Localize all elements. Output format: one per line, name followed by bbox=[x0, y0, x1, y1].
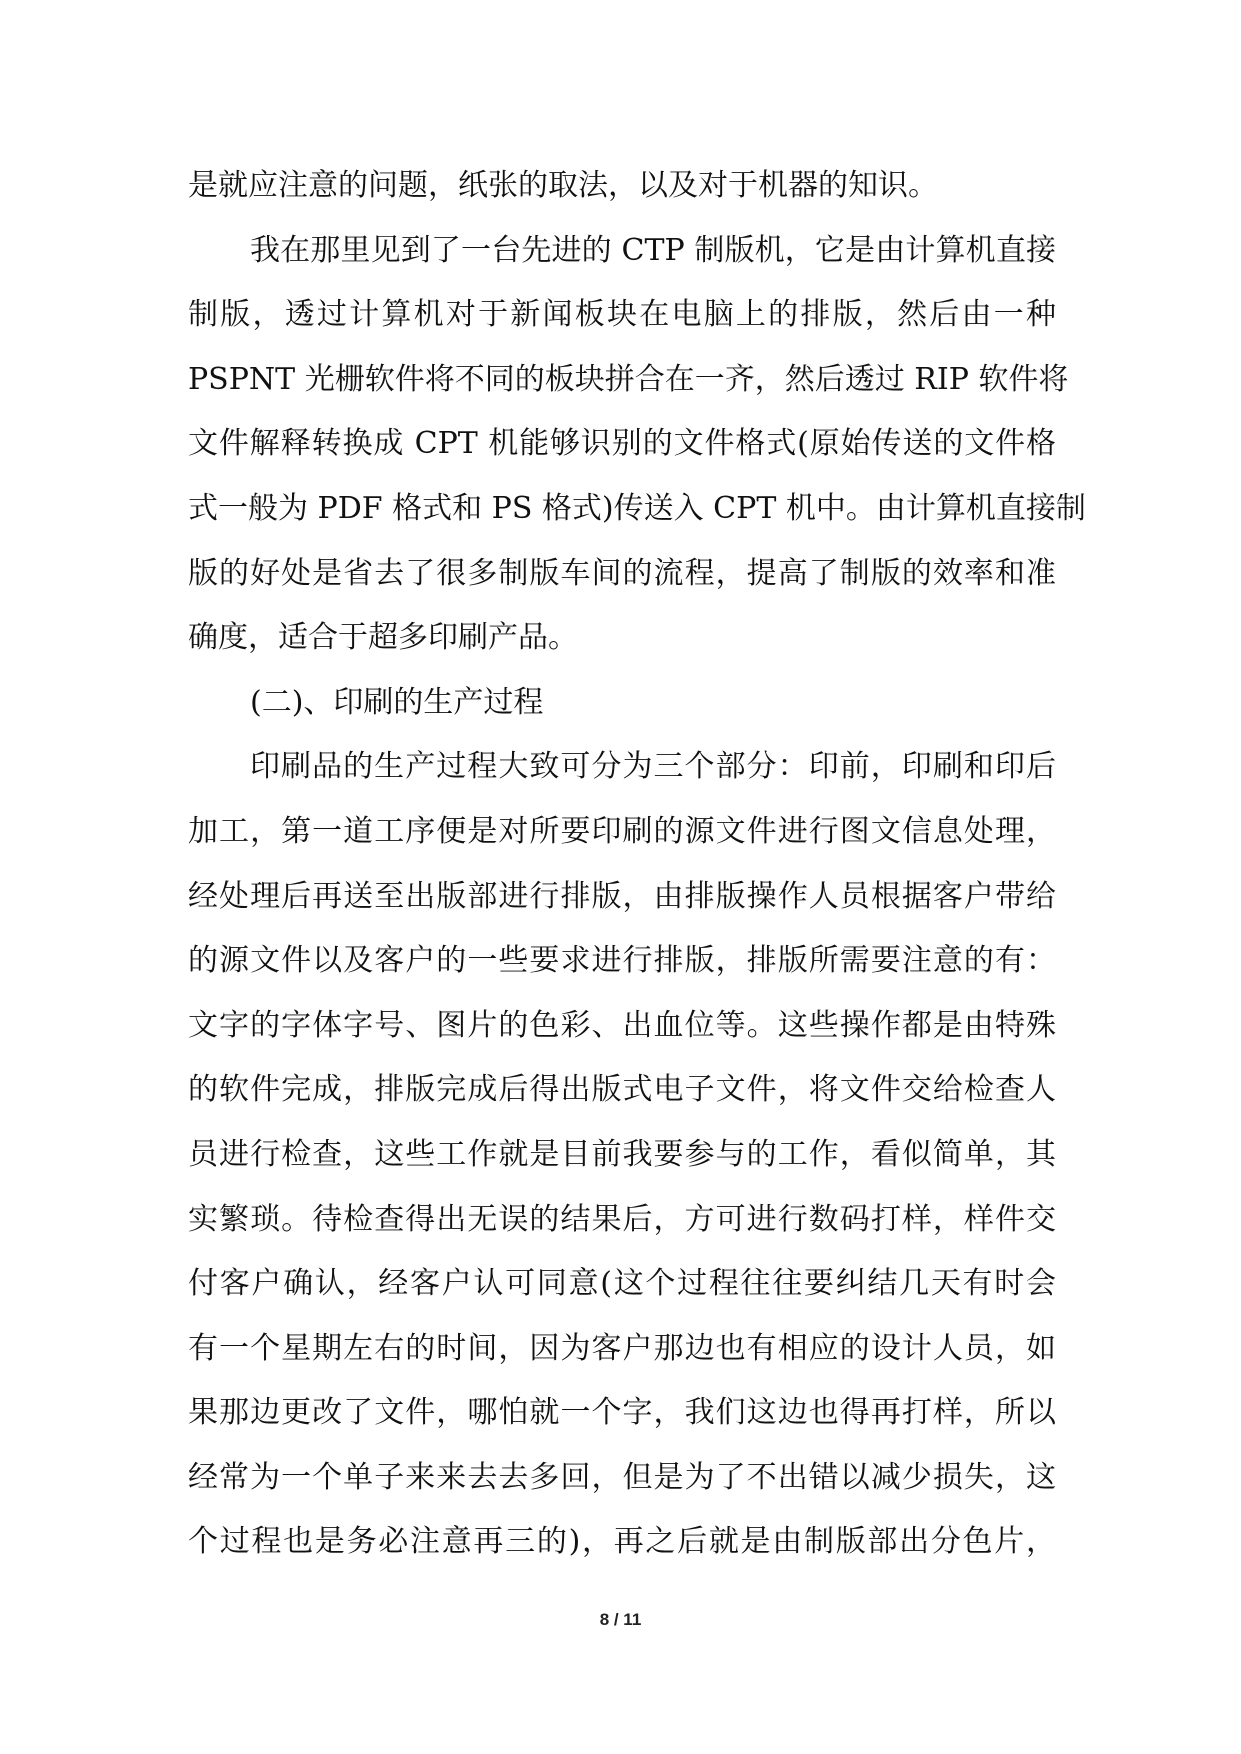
section-heading: (二)、印刷的生产过程 bbox=[250, 684, 544, 720]
text-line: 有一个星期左右的时间，因为客户那边也有相应的设计人员，如 bbox=[188, 1330, 1056, 1366]
text-line: 员进行检查，这些工作就是目前我要参与的工作，看似简单，其 bbox=[188, 1136, 1056, 1172]
text-line: 实繁琐。待检查得出无误的结果后，方可进行数码打样，样件交 bbox=[188, 1201, 1056, 1237]
page-number: 8 / 11 bbox=[599, 1610, 642, 1629]
text-line: 是就应注意的问题，纸张的取法，以及对于机器的知识。 bbox=[188, 168, 938, 203]
text-line: 的软件完成，排版完成后得出版式电子文件，将文件交给检查人 bbox=[188, 1072, 1056, 1108]
text-line: 文字的字体字号、图片的色彩、出血位等。这些操作都是由特殊 bbox=[188, 1007, 1056, 1043]
text-line: 果那边更改了文件，哪怕就一个字，我们这边也得再打样，所以 bbox=[188, 1395, 1056, 1431]
text-line: 我在那里见到了一台先进的 CTP 制版机，它是由计算机直接 bbox=[250, 232, 1056, 268]
body-text bbox=[188, 154, 1086, 1575]
text-line: PSPNT 光栅软件将不同的板块拼合在一齐，然后透过 RIP 软件将 bbox=[188, 361, 1069, 397]
text-line: 印刷品的生产过程大致可分为三个部分：印前，印刷和印后 bbox=[250, 749, 1056, 785]
text-line: 文件解释转换成 CPT 机能够识别的文件格式(原始传送的文件格 bbox=[188, 426, 1056, 462]
text-line: 版的好处是省去了很多制版车间的流程，提高了制版的效率和准 bbox=[188, 555, 1056, 591]
text-line: 式一般为 PDF 格式和 PS 格式)传送入 CPT 机中。由计算机直接制 bbox=[188, 490, 1086, 526]
text-line: 付客户确认，经客户认可同意(这个过程往往要纠结几天有时会 bbox=[188, 1266, 1056, 1302]
text-line: 制版，透过计算机对于新闻板块在电脑上的排版，然后由一种 bbox=[188, 297, 1056, 333]
text-line: 经常为一个单子来来去去多回，但是为了不出错以减少损失，这 bbox=[188, 1459, 1056, 1495]
text-line: 加工，第一道工序便是对所要印刷的源文件进行图文信息处理， bbox=[188, 813, 1056, 849]
text-line: 经处理后再送至出版部进行排版，由排版操作人员根据客户带给 bbox=[188, 878, 1056, 914]
text-line: 个过程也是务必注意再三的)，再之后就是由制版部出分色片， bbox=[188, 1524, 1056, 1560]
text-line: 确度，适合于超多印刷产品。 bbox=[188, 620, 578, 656]
text-line: 的源文件以及客户的一些要求进行排版，排版所需要注意的有： bbox=[188, 943, 1056, 979]
